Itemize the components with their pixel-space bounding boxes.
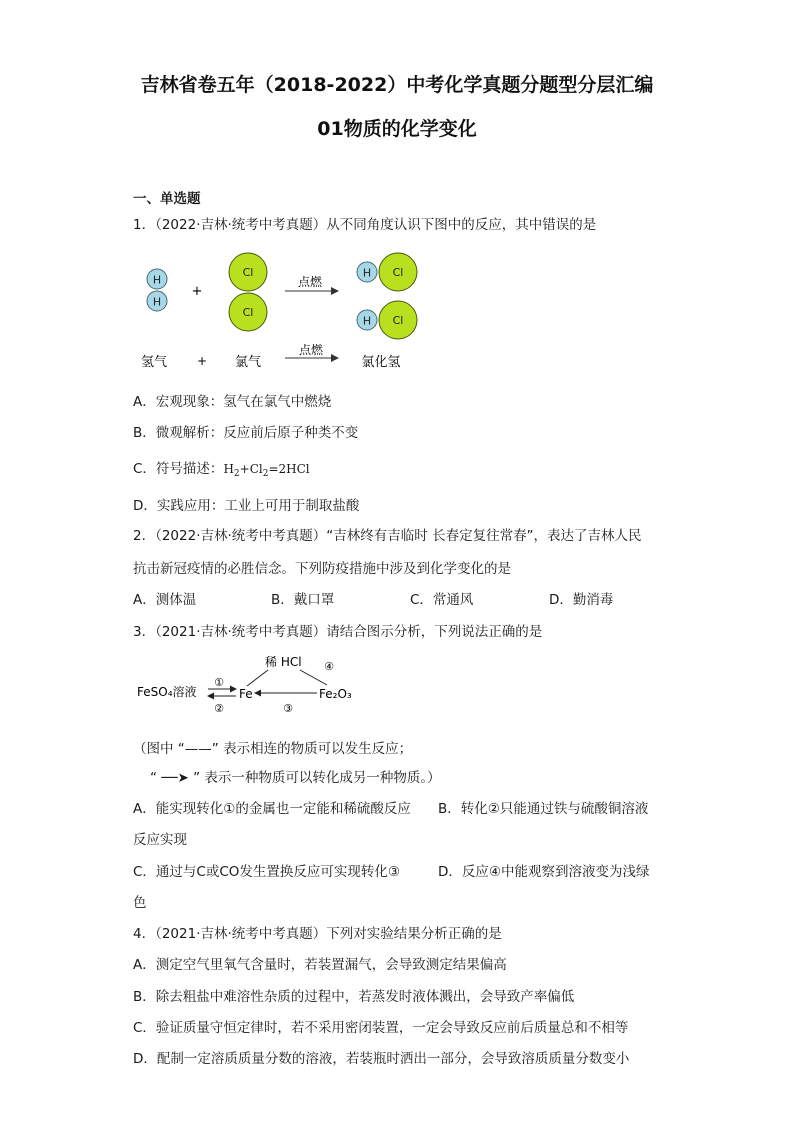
q3-option-c: C．通过与C或CO发生置换反应可实现转化③ [133, 864, 401, 880]
plus-sign: + [191, 284, 203, 299]
q2-stem-line2: 抗击新冠疫情的必胜信念。下列防疫措施中涉及到化学变化的是 [133, 561, 511, 577]
label-dilute-hcl: 稀 HCl [265, 655, 302, 669]
q3-note-line2: “ ──➤ ” 表示一种物质可以转化成另一种物质。） [150, 770, 441, 786]
q1-option-b: B．微观解析：反应前后原子种类不变 [133, 425, 359, 441]
q4-option-d: D．配制一定溶质质量分数的溶液，若装瓶时洒出一部分，会导致溶质质量分数变小 [133, 1051, 630, 1067]
condition-label: 点燃 [298, 343, 324, 357]
section-heading: 一、单选题 [133, 191, 201, 207]
plus-sign: + [196, 354, 208, 368]
q4-option-b: B．除去粗盐中难溶性杂质的过程中，若蒸发时液体溅出，会导致产率偏低 [133, 989, 575, 1005]
q3-option-b: B．转化②只能通过铁与硫酸铜溶液 [438, 801, 649, 817]
cl2-molecule [229, 253, 267, 331]
svg-text:H: H [362, 314, 372, 328]
link-hcl-fe2o3 [300, 670, 327, 685]
q2-option-c: C．常通风 [410, 592, 474, 608]
q3-note-line1: （图中 “——” 表示相连的物质可以发生反应； [133, 741, 413, 757]
document-subtitle: 01物质的化学变化 [317, 118, 477, 140]
label-conversion-2: ② [214, 702, 224, 715]
hcl-molecule [357, 301, 417, 339]
svg-text:Cl: Cl [242, 306, 254, 319]
condition-label: 点燃 [297, 275, 323, 289]
q1-option-c: C．符号描述：$H_2+Cl_2=2HCl$ [133, 461, 310, 479]
q1-option-a: A．宏观现象：氢气在氯气中燃烧 [133, 394, 332, 410]
link-hcl-fe [247, 670, 268, 686]
h2-molecule [147, 269, 167, 311]
svg-text:H: H [152, 295, 162, 309]
hcl-molecule [357, 253, 417, 291]
q1-stem: 1．（2022·吉林·统考中考真题）从不同角度认识下图中的反应，其中错误的是 [133, 217, 597, 233]
label-reaction-4: ④ [324, 660, 334, 673]
label-feso4: FeSO₄溶液 [137, 685, 197, 699]
q1-option-d: D．实践应用：工业上可用于制取盐酸 [133, 498, 360, 514]
label-hcl: 氯化氢 [361, 355, 401, 370]
svg-text:H: H [152, 273, 162, 287]
q2-option-d: D．勤消毒 [549, 592, 614, 608]
svg-text:Cl: Cl [392, 266, 404, 279]
label-fe2o3: Fe₂O₃ [319, 687, 352, 701]
label-conversion-3: ③ [283, 702, 293, 715]
q2-option-a: A．测体温 [133, 592, 197, 608]
q4-option-c: C．验证质量守恒定律时，若不采用密闭装置，一定会导致反应前后质量总和不相等 [133, 1020, 629, 1036]
q3-option-d-cont: 色 [133, 895, 147, 911]
q3-conversion-diagram [135, 648, 375, 720]
q2-stem-line1: 2．（2022·吉林·统考中考真题）“吉林终有吉临时 长春定复往常春”，表达了吉林人民 [133, 528, 642, 544]
q3-option-b-cont: 反应实现 [133, 832, 187, 848]
label-conversion-1: ① [214, 676, 224, 689]
svg-text:Cl: Cl [242, 266, 254, 279]
q1-reaction-diagram [130, 245, 430, 375]
q4-stem: 4．（2021·吉林·统考中考真题）下列对实验结果分析正确的是 [133, 926, 502, 942]
label-h2: 氢气 [140, 355, 168, 370]
label-fe: Fe [239, 687, 253, 701]
q2-option-b: B．戴口罩 [271, 592, 335, 608]
svg-text:H: H [362, 266, 372, 280]
q3-stem: 3．（2021·吉林·统考中考真题）请结合图示分析，下列说法正确的是 [133, 624, 543, 640]
q4-option-a: A．测定空气里氧气含量时，若装置漏气，会导致测定结果偏高 [133, 957, 507, 973]
q3-option-d: D．反应④中能观察到溶液变为浅绿 [438, 864, 650, 880]
document-title: 吉林省卷五年（2018-2022）中考化学真题分题型分层汇编 [140, 74, 654, 96]
svg-text:Cl: Cl [392, 314, 404, 327]
label-cl2: 氯气 [234, 355, 262, 370]
q3-option-a: A．能实现转化①的金属也一定能和稀硫酸反应 [133, 801, 411, 817]
